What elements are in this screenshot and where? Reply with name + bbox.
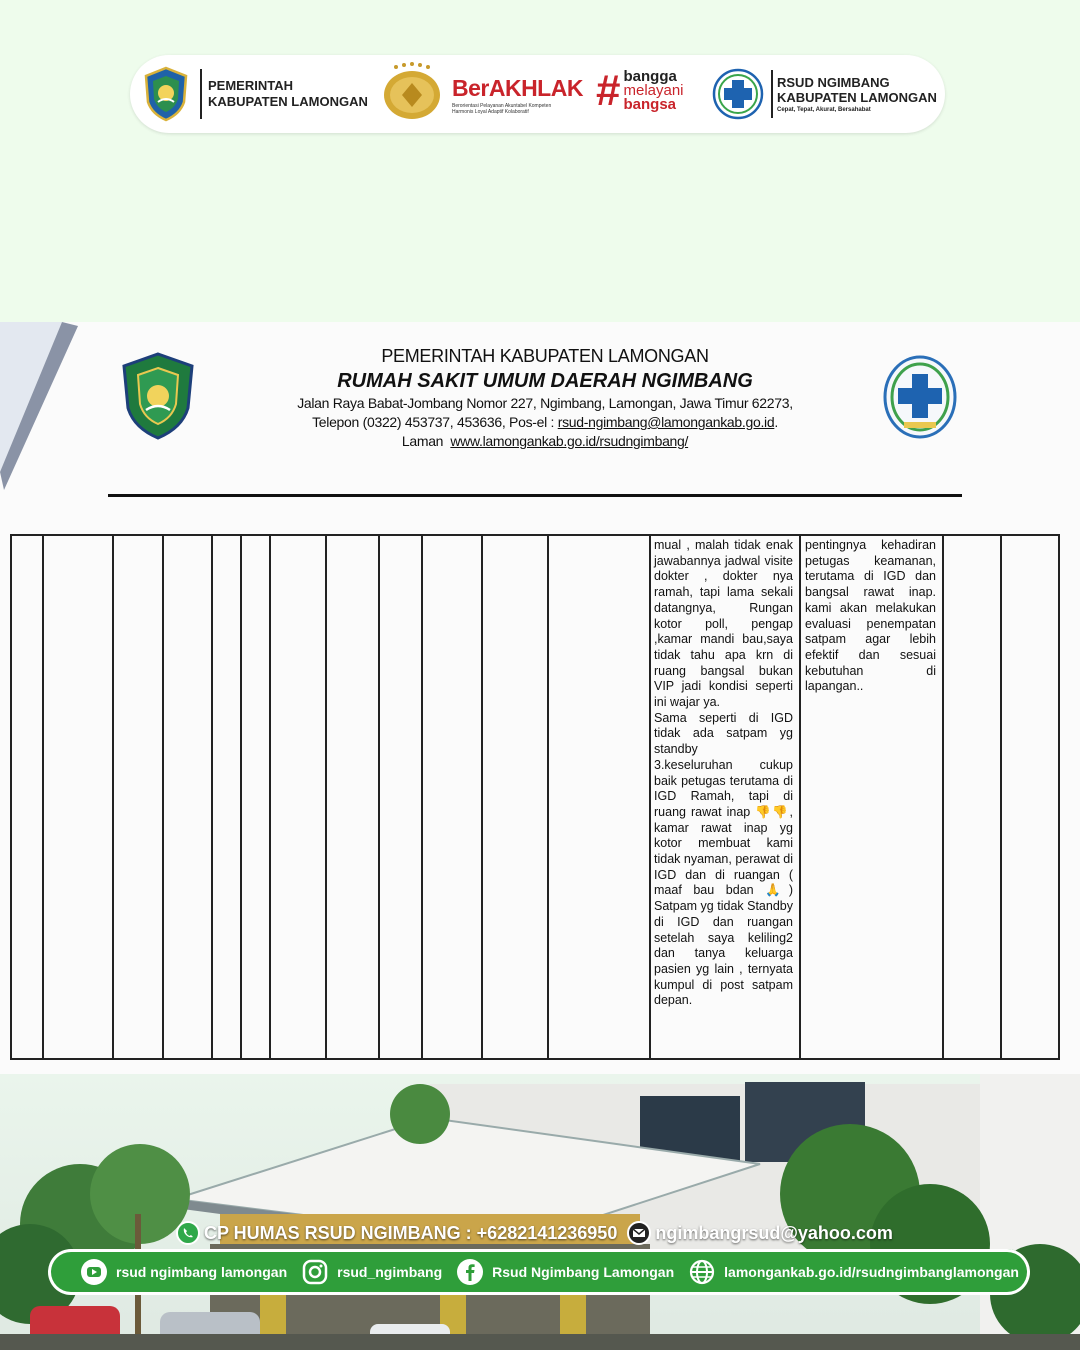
lamongan-emblem-icon: [142, 66, 190, 122]
table-column-divider: [799, 536, 801, 1058]
globe-icon: [688, 1258, 716, 1286]
rsud-tagline: Cepat, Tepat, Akurat, Bersahabat: [777, 107, 871, 113]
bangga-word-1: bangga: [623, 68, 677, 85]
rsud-label: [771, 70, 937, 118]
website-footer-link[interactable]: [688, 1258, 1019, 1286]
table-column-divider: [547, 536, 549, 1058]
pemkab-label: [200, 69, 368, 119]
gov-title: PEMERINTAH KABUPATEN LAMONGAN: [381, 346, 709, 366]
complaint-paragraph-2: Sama seperti di IGD tidak ada satpam yg standby: [654, 710, 793, 757]
table-column-divider: [211, 536, 213, 1058]
hospital-photo-illustration: [0, 1074, 1080, 1350]
rsud-line-2: KABUPATEN LAMONGAN: [777, 90, 937, 105]
facebook-label: Rsud Ngimbang Lamongan: [492, 1264, 675, 1280]
table-column-divider: [481, 536, 483, 1058]
berakhlak-tagline-1: Berorientasi Pelayanan Akuntabel Kompeten: [452, 103, 552, 109]
gold-star-badge-icon: [380, 61, 444, 121]
humas-contact[interactable]: CP HUMAS RSUD NGIMBANG : +6282141236950: [204, 1222, 618, 1243]
instagram-icon: [301, 1258, 329, 1286]
website-line: [250, 432, 840, 451]
table-column-divider: [1000, 536, 1002, 1058]
table-column-divider: [378, 536, 380, 1058]
instagram-label: rsud_ngimbang: [337, 1264, 443, 1280]
lamongan-emblem-icon: [120, 352, 196, 440]
response-paragraph: pentingnya kehadiran petugas keamanan, terutama di IGD dan bangsal rawat inap. kami akan melakukan evaluasi penempatan satpam agar lebih efektif dan sesuai kebutuhan di lapangan..: [805, 538, 936, 694]
table-column-divider: [649, 536, 651, 1058]
berakhlak-tagline-2: Harmonis Loyal Adaptif Kolaboratif: [452, 109, 529, 115]
letterhead-divider: [108, 494, 962, 497]
bangga-melayani-bangsa-logo: [596, 66, 684, 115]
website-label: Laman: [401, 433, 444, 449]
contact-info: [176, 1219, 893, 1247]
document-scan: [0, 322, 1080, 1074]
paper-fold-decoration: [0, 322, 80, 522]
pemkab-line-1: PEMERINTAH: [208, 78, 293, 93]
rsud-cross-logo-icon: [882, 354, 958, 440]
youtube-icon: [80, 1258, 108, 1286]
youtube-link[interactable]: [80, 1258, 287, 1286]
youtube-label: rsud ngimbang lamongan: [116, 1264, 288, 1280]
bangga-word-3: bangsa: [623, 96, 676, 113]
website-footer-label: lamongankab.go.id/rsudngimbanglamongan: [724, 1264, 1019, 1280]
berakhlak-title: BerAKHLAK: [452, 75, 583, 101]
header-logo-bar: [130, 55, 945, 133]
table-column-divider: [421, 536, 423, 1058]
complaint-cell: [654, 538, 793, 1009]
facebook-link[interactable]: [456, 1258, 674, 1286]
letterhead: [250, 344, 840, 451]
table-column-divider: [240, 536, 242, 1058]
phone-line: [250, 413, 840, 432]
complaint-paragraph-1: mual , malah tidak enak jawabannya jadwal visite dokter , dokter nya ramah, tapi lama sekali datangnya, Rungan kotor poll, pengap ,kamar mandi bau,saya tidak tahu apa krn di ruang bangsal bukan VIP jadi kondisi seperti ini wajar ya.: [654, 538, 793, 710]
pemkab-line-2: KABUPATEN LAMONGAN: [208, 94, 368, 109]
email-icon: [627, 1221, 651, 1245]
table-column-divider: [942, 536, 944, 1058]
phone-text: Telepon (0322) 453737, 453636, Pos-el :: [312, 414, 558, 430]
address-line: Jalan Raya Babat-Jombang Nomor 227, Ngimbang, Lamongan, Jawa Timur 62273,: [297, 395, 793, 411]
website-link[interactable]: www.lamongankab.go.id/rsudngimbang/: [450, 433, 689, 449]
hospital-building-photo: [0, 1074, 1080, 1350]
hashtag-icon: #: [596, 66, 621, 115]
response-cell: [805, 538, 936, 695]
table-column-divider: [42, 536, 44, 1058]
whatsapp-icon: [176, 1221, 200, 1245]
hospital-title: RUMAH SAKIT UMUM DAERAH NGIMBANG: [337, 370, 753, 392]
phone-suffix: .: [774, 414, 778, 430]
berakhlak-logo: [452, 75, 587, 115]
complaint-table: [10, 534, 1060, 1060]
complaint-paragraph-3: 3.keseluruhan cukup baik petugas terutama di IGD Ramah, tapi di ruang rawat inap 👎👎, kamar rawat inap yg kotor membuat kami tidak nyaman, perawat di IGD dan di ruangan ( maaf bau bdan 🙏) Satpam yg tidak Standby di IGD dan ruangan setelah saya keliling2 dan tanya keluarga pasien yg lain , ternyata kumpul di post satpam depan.: [654, 757, 793, 1008]
table-column-divider: [325, 536, 327, 1058]
rsud-line-1: RSUD NGIMBANG: [777, 75, 890, 90]
social-media-bar: [48, 1249, 1030, 1295]
bangga-word-2: melayani: [623, 82, 684, 99]
police-badge-logo: [380, 61, 444, 127]
table-column-divider: [269, 536, 271, 1058]
table-column-divider: [112, 536, 114, 1058]
table-column-divider: [162, 536, 164, 1058]
contact-email[interactable]: ngimbangrsud@yahoo.com: [655, 1222, 893, 1243]
instagram-link[interactable]: [301, 1258, 442, 1286]
email-link[interactable]: rsud-ngimbang@lamongankab.go.id: [557, 414, 775, 430]
facebook-icon: [456, 1258, 484, 1286]
rsud-cross-logo-icon: [712, 68, 764, 120]
